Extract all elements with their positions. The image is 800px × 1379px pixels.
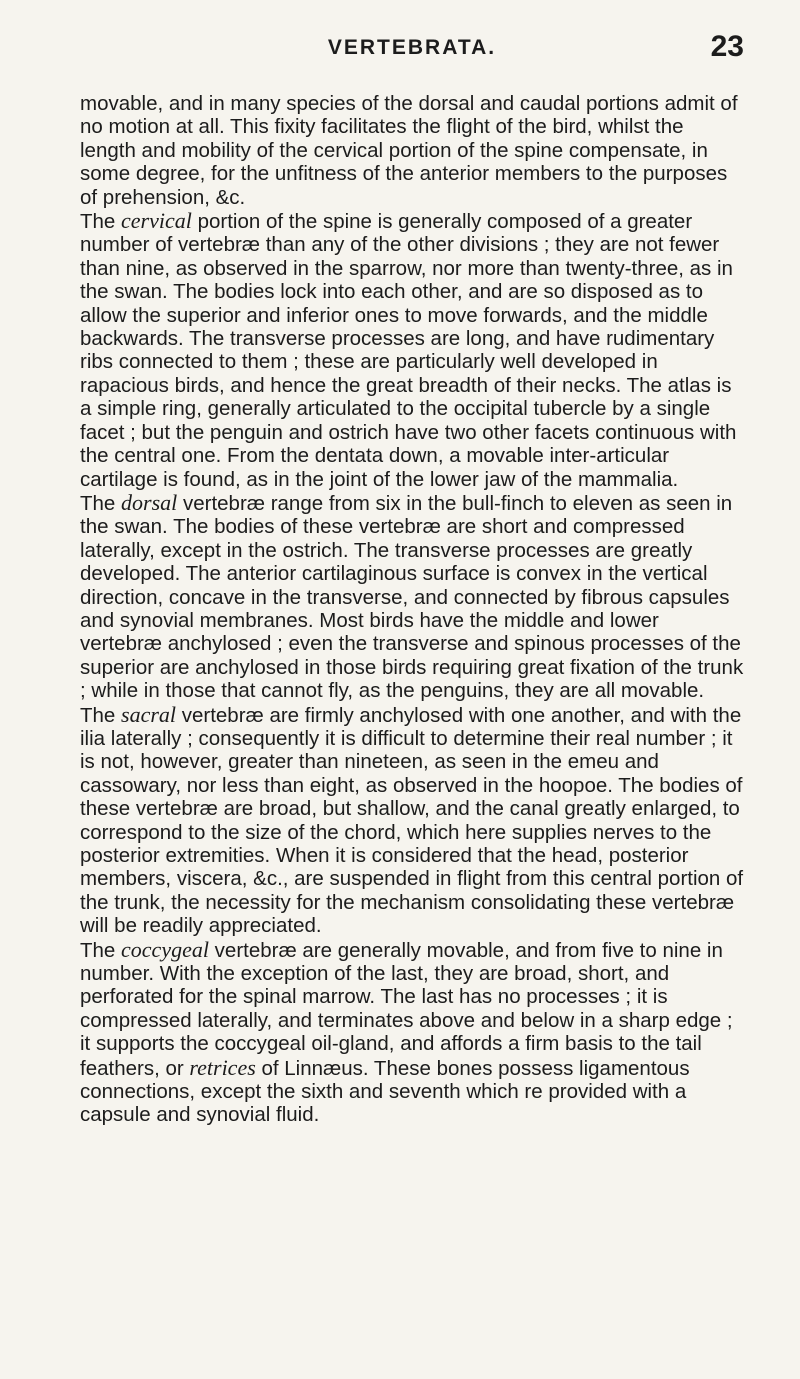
paragraph-lead: The	[80, 938, 122, 962]
paragraph-sacral	[80, 703, 744, 938]
paragraph-dorsal	[80, 491, 744, 703]
paragraph-text: vertebræ are firmly anchylosed with one another, and with the ilia laterally ; consequently it is difficult to determine their real number ; it is not, however, greater than nineteen, as seen in the emeu and cassowary, nor less than eight, as observed in the hoopoe. The bodies of these vertebræ are broad, but shallow, and the canal greatly enlarged, to correspond to the size of the chord, which here supplies nerves to the posterior extremities. When it is considered that the head, posterior members, viscera, &c., are suspended in flight from this central portion of the trunk, the necessity for the mechanism consolidating these vertebræ will be readily appreciated.	[80, 703, 744, 938]
term-sacral: sacral	[121, 701, 177, 727]
paragraph-lead: The	[80, 703, 122, 727]
term-cervical: cervical	[121, 208, 192, 234]
running-title: VERTEBRATA.	[327, 36, 497, 59]
paragraph-text: portion of the spine is generally composed of a greater number of vertebræ than any of the other divisions ; they are not fewer than nine, as observed in the sparrow, nor more than twenty-three, as in the swan. The bodies lock into each other, and are so disposed as to allow the superior and inferior ones to move forwards, and the middle backwards. The transverse processes are long, and have rudimentary ribs connected to them ; these are particularly well developed in rapacious birds, and hence the great breadth of their necks. The atlas is a simple ring, generally articulated to the occipital tubercle by a single facet ; but the penguin and ostrich have two other facets continuous with the central one. From the dentata down, a movable inter-articular cartilage is found, as in the joint of the lower jaw of the mammalia.	[80, 210, 737, 491]
paragraph-cervical	[80, 209, 744, 491]
term-dorsal: dorsal	[121, 489, 178, 515]
running-head	[80, 30, 744, 64]
term-coccygeal: coccygeal	[121, 936, 209, 962]
body-text	[80, 92, 744, 1127]
paragraph-text-end: of Linnæus. These bones possess ligamentous connections, except the sixth and seventh which re provided with a capsule and synovial fluid.	[80, 1056, 690, 1127]
paragraph-text: vertebræ are generally movable, and from five to nine in number. With the exception of the last, they are broad, short, and perforated for the spinal marrow. The last has no processes ; it is compressed laterally, and terminates above and below in a sharp edge ; it supports the coccygeal oil-gland, and affords a firm basis to the tail feathers, or	[80, 938, 733, 1080]
page-number: 23	[710, 30, 744, 63]
paragraph-coccygeal	[80, 938, 744, 1127]
term-retrices: retrices	[189, 1054, 256, 1080]
paragraph-lead: The	[80, 491, 122, 515]
paragraph-text: movable, and in many species of the dorsal and caudal portions admit of no motion at all. This fixity facilitates the flight of the bird, whilst the length and mobility of the cervical portion of the spine compensate, in some degree, for the unfitness of the anterior members to the purposes of prehension, &c.	[80, 92, 738, 209]
paragraph-intro	[80, 92, 744, 209]
paragraph-lead: The	[80, 210, 122, 234]
paragraph-text: vertebræ range from six in the bull-finch to eleven as seen in the swan. The bodies of these vertebræ are short and compressed laterally, except in the ostrich. The transverse processes are greatly developed. The anterior cartilaginous surface is convex in the vertical direction, concave in the transverse, and connected by fibrous capsules and synovial membranes. Most birds have the middle and lower vertebræ anchylosed ; even the transverse and spinous processes of the superior are anchylosed in those birds requiring great fixation of the trunk ; while in those that cannot fly, as the penguins, they are all movable.	[80, 491, 744, 703]
